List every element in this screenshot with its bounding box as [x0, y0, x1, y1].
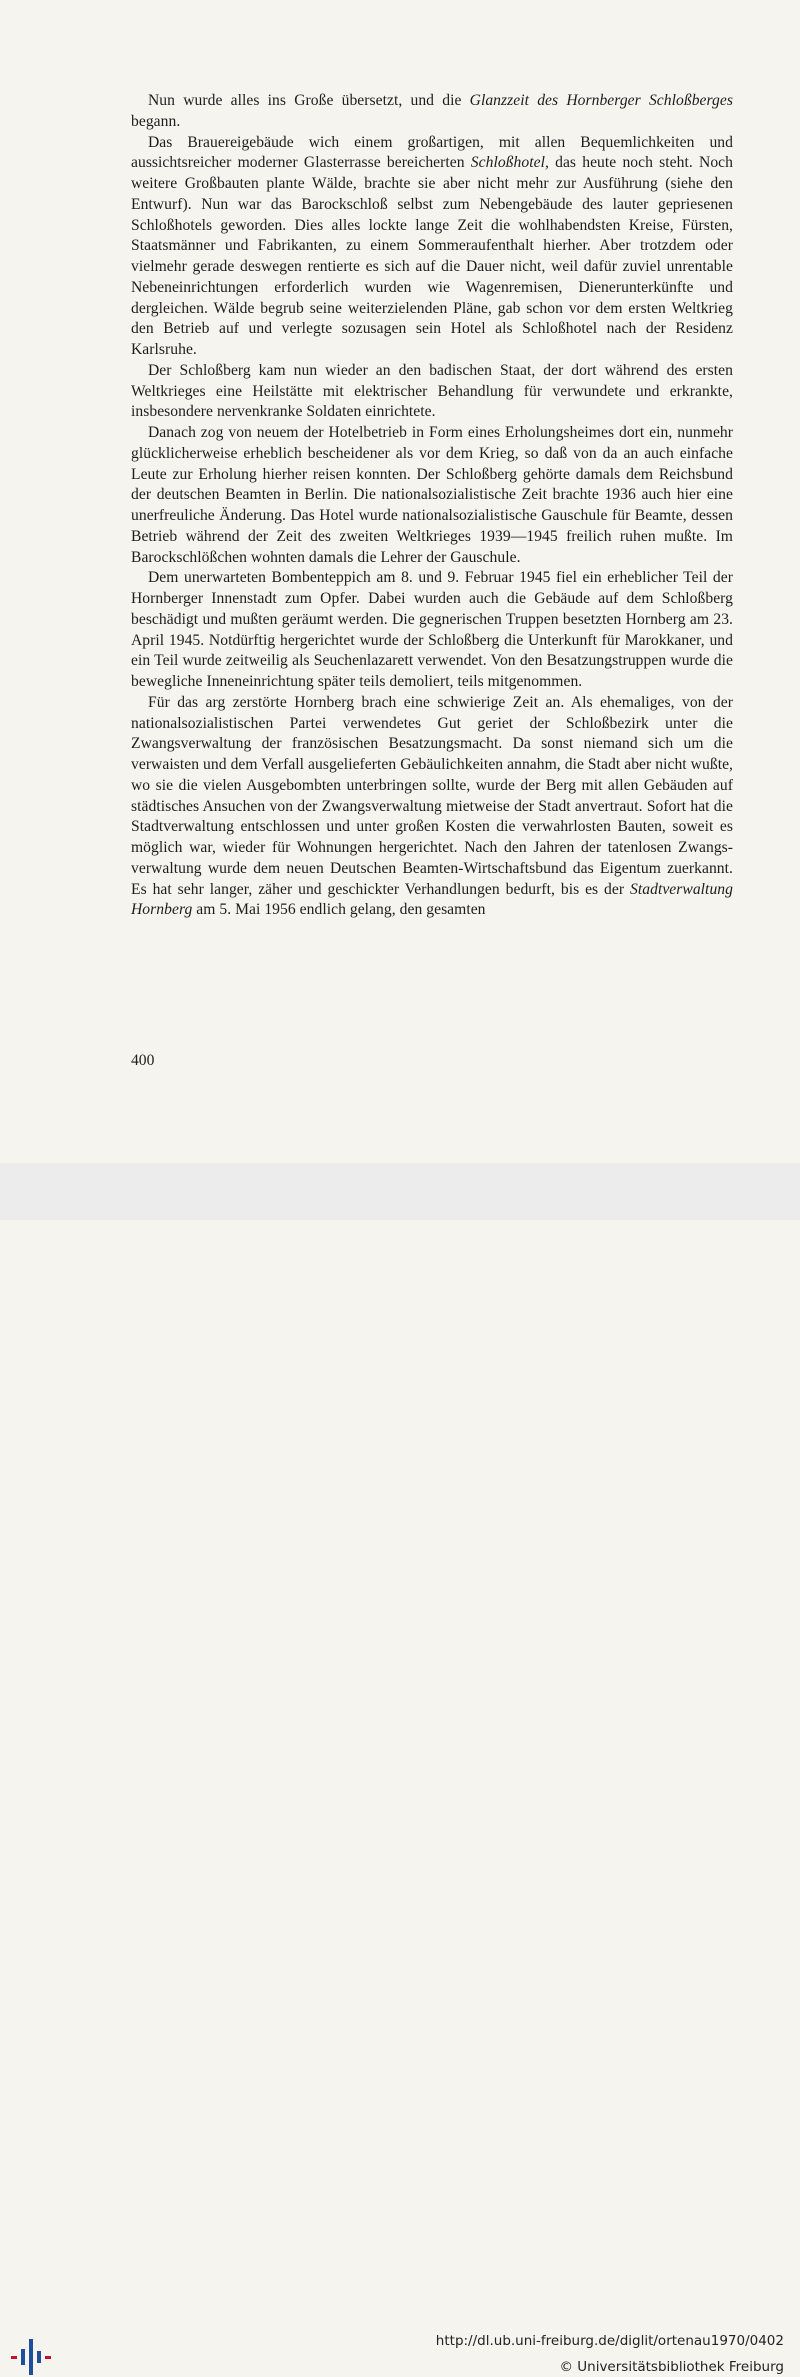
text-run: begann.: [131, 112, 181, 130]
paragraph: [131, 693, 733, 921]
source-url-link[interactable]: http://dl.ub.uni-freiburg.de/diglit/ortenau1970/0402: [435, 2333, 784, 2349]
paragraph: [131, 361, 733, 423]
paragraph: [131, 568, 733, 693]
text-run: Für das arg zerstörte Hornberg brach eine schwierige Zeit an. Als ehemaliges, von der nationalsozialistischen Partei verwendetes Gut geriet der Schloßbezirk unter die Zwangsverwaltung der französischen Besatzungsmacht. Da sonst niemand sich um die verwaisten und dem Verfall ausgelieferten Gebäulichkeiten annahm, die Stadt aber nicht wußte, wo sie die vielen Ausgebombten unterbringen sollte, wurde der Berg mit allen Gebäuden auf städtisches Ansuchen von der Zwangsverwaltung mietweise der Stadt anvertraut. Sofort hat die Stadtverwaltung entschlossen und unter großen Kosten die verwahrlosten Bauten, soweit es möglich war, wieder für Wohnungen hergerichtet. Nach den Jahren der tatenlosen Zwangsverwaltung wurde dem neuen Deutschen Beamten-Wirtschaftsbund das Eigentum zuerkannt. Es hat sehr langer, zäher und geschickter Verhandlungen bedurft, bis es der: [131, 693, 733, 898]
text-run: das heute noch steht. Noch weitere Großbauten plante Wälde, brachte sie aber nicht mehr zur Ausführung (siehe den Entwurf). Nun war das Barockschloß selbst zum Nebengebäude des lauter gepriesenen Schloßhotels geworden. Dies alles lockte lange Zeit die wohlhabendsten Kreise, Fürsten, Staatsmänner und Fabrikanten, zu einem Sommeraufenthalt hierher. Aber trotzdem oder vielmehr gerade deswegen rentierte es sich auf die Dauer nicht, weil dafür zuviel unrentable Nebeneinrichtungen erforderlich wurden wie Wagenremisen, Dienerunterkünfte und dergleichen. Wälde begrub seine weiterzielenden Pläne, gab schon vor dem ersten Weltkrieg den Betrieb auf und verlegte sozusagen sein Hotel als Schloßhotel nach der Residenz Karlsruhe.: [131, 154, 733, 358]
text-run: Dem unerwarteten Bombenteppich am 8. und 9. Februar 1945 fiel ein erheblicher Teil der Hornberger Innenstadt zum Opfer. Dabei wurden auch die Gebäude auf dem Schloßberg beschädigt und mußten geräumt werden. Die gegnerischen Truppen besetzten Hornberg am 23. April 1945. Notdürftig hergerichtet wurde der Schloßberg die Unterkunft für Marokkaner, und ein Teil wurde zeitweilig als Seuchenlazarett verwendet. Von den Besatzungstruppen wurde die bewegliche Inneneinrichtung später teils demoliert, teils mitgenommen.: [131, 569, 733, 690]
copyright-notice: © Universitätsbibliothek Freiburg: [559, 2359, 784, 2375]
italic-text-run: Stadtverwaltung Hornberg: [131, 880, 733, 919]
text-run: Danach zog von neuem der Hotelbetrieb in Form eines Erholungsheimes dort ein, nunmehr glücklicherweise erheblich bescheidener als vor dem Krieg, so daß von da an auch einfache Leute zur Erholung hierher reisen konnten. Der Schloßberg gehörte damals dem Reichsbund der deutschen Beamten in Berlin. Die nationalsozialistische Zeit brachte 1936 auch hier eine unerfreuliche Änderung. Das Hotel wurde nationalsozialistische Gauschule für Beamte, dessen Betrieb während der Zeit des zweiten Weltkrieges 1939—1945 freilich ruhen mußte. Im Barockschlößchen wohnten damals die Lehrer der Gauschule.: [131, 424, 733, 566]
paragraph: [131, 91, 733, 133]
text-run: am 5. Mai 1956 endlich gelang, den gesamten: [192, 901, 486, 919]
scanned-page: [0, 0, 800, 1163]
ub-freiburg-logo-icon: [10, 2335, 54, 2377]
paragraph: [131, 133, 733, 361]
page-number: 400: [131, 1052, 155, 1069]
italic-text-run: Schloßhotel,: [470, 154, 549, 172]
viewer-footer: [0, 1163, 800, 2375]
text-run: Nun wurde alles ins Große übersetzt, und die: [148, 92, 470, 109]
paragraph: [131, 423, 733, 568]
text-run: Das Brauereigebäude wich einem großartigen, mit allen Bequemlichkeiten und aussichtsreicher moderner Glasterrasse bereicherten: [131, 133, 733, 172]
body-text: [131, 91, 733, 921]
text-run: Der Schloßberg kam nun wieder an den badischen Staat, der dort während des ersten Weltkrieges eine Heilstätte mit elektrischer Behandlung für verwundete und erkrankte, insbesondere nervenkranke Soldaten einrichtete.: [131, 361, 733, 421]
italic-text-run: Glanzzeit des Hornberger Schloßberges: [469, 92, 733, 109]
